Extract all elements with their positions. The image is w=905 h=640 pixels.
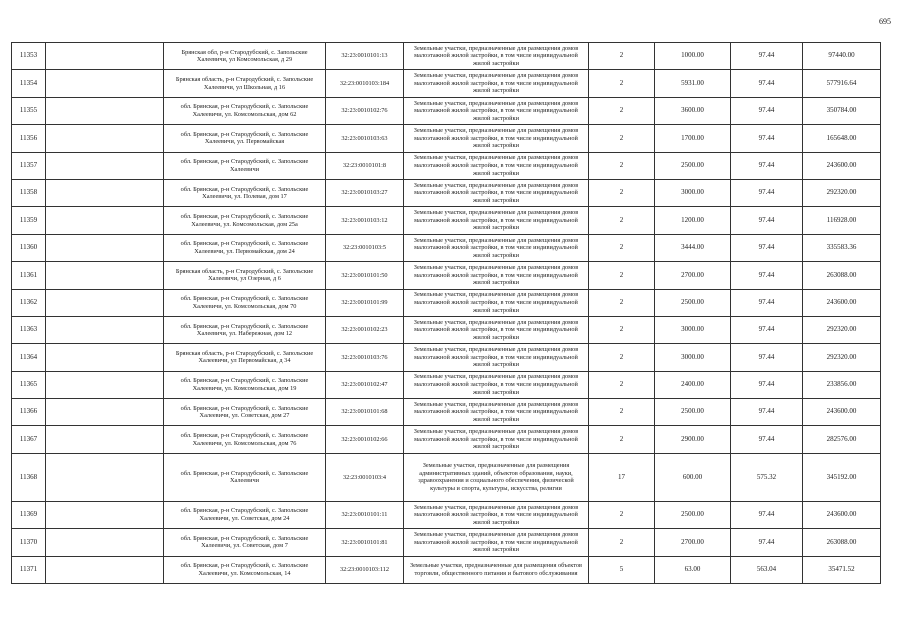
row-number-cell: 11366: [12, 399, 46, 426]
specific-value-cell: 97.44: [731, 125, 803, 152]
specific-value-cell: 97.44: [731, 234, 803, 261]
use-group-code-cell: 2: [589, 501, 655, 528]
cadastral-number-cell: 32:23:0010102:47: [326, 371, 404, 398]
address-cell: обл. Брянская, р-н Стародубский, с. Запольские Халеевичи, ул. Комсомольская, дом 25а: [164, 207, 326, 234]
specific-value-cell: 97.44: [731, 207, 803, 234]
cadastral-value-cell: 243600.00: [803, 289, 881, 316]
specific-value-cell: 563.04: [731, 556, 803, 583]
address-cell: обл. Брянская, р-н Стародубский, с. Запольские Халеевичи, ул. Набережная, дом 12: [164, 316, 326, 343]
use-group-code-cell: 2: [589, 371, 655, 398]
permitted-use-cell: Земельные участки, предназначенные для размещения домов малоэтажной жилой застройки, в том числе индивидуальной жилой застройки: [404, 179, 589, 206]
row-number-cell: 11370: [12, 529, 46, 556]
permitted-use-cell: Земельные участки, предназначенные для размещения домов малоэтажной жилой застройки, в том числе индивидуальной жилой застройки: [404, 289, 589, 316]
area-cell: 3000.00: [655, 344, 731, 371]
use-group-code-cell: 2: [589, 344, 655, 371]
blank-cell: [46, 43, 164, 70]
area-cell: 3600.00: [655, 97, 731, 124]
row-number-cell: 11353: [12, 43, 46, 70]
permitted-use-cell: Земельные участки, предназначенные для размещения домов малоэтажной жилой застройки, в том числе индивидуальной жилой застройки: [404, 426, 589, 453]
address-cell: обл. Брянская, р-н Стародубский, с. Запольские Халеевичи, ул. Первомайская: [164, 125, 326, 152]
table-row: [12, 43, 881, 70]
table-row: [12, 234, 881, 261]
address-cell: обл. Брянская, р-н Стародубский, с. Запольские Халеевичи: [164, 453, 326, 501]
cadastral-value-table: [11, 42, 881, 584]
cadastral-number-cell: 32:23:0010101:81: [326, 529, 404, 556]
cadastral-value-cell: 345192.00: [803, 453, 881, 501]
blank-cell: [46, 556, 164, 583]
area-cell: 2500.00: [655, 399, 731, 426]
area-cell: 3000.00: [655, 179, 731, 206]
cadastral-value-cell: 97440.00: [803, 43, 881, 70]
cadastral-number-cell: 32:23:0010101:13: [326, 43, 404, 70]
area-cell: 5931.00: [655, 70, 731, 97]
table-row: [12, 179, 881, 206]
address-cell: обл. Брянская, р-н Стародубский, с. Запольские Халеевичи, ул. Комсомольская, дом 19: [164, 371, 326, 398]
use-group-code-cell: 2: [589, 529, 655, 556]
specific-value-cell: 97.44: [731, 371, 803, 398]
row-number-cell: 11365: [12, 371, 46, 398]
cadastral-number-cell: 32:23:0010103:76: [326, 344, 404, 371]
area-cell: 1000.00: [655, 43, 731, 70]
address-cell: обл. Брянская, р-н Стародубский, с. Запольские Халеевичи, ул. Полевая, дом 17: [164, 179, 326, 206]
permitted-use-cell: Земельные участки, предназначенные для размещения домов малоэтажной жилой застройки, в том числе индивидуальной жилой застройки: [404, 70, 589, 97]
table-row: [12, 344, 881, 371]
cadastral-value-cell: 233856.00: [803, 371, 881, 398]
table-row: [12, 453, 881, 501]
row-number-cell: 11356: [12, 125, 46, 152]
address-cell: Брянская область, р-н Стародубский, с. Запольские Халеевичи, ул Школьная, д 16: [164, 70, 326, 97]
use-group-code-cell: 2: [589, 426, 655, 453]
cadastral-value-cell: 335583.36: [803, 234, 881, 261]
blank-cell: [46, 234, 164, 261]
cadastral-number-cell: 32:23:0010103:112: [326, 556, 404, 583]
table-row: [12, 371, 881, 398]
specific-value-cell: 97.44: [731, 289, 803, 316]
permitted-use-cell: Земельные участки, предназначенные для размещения административных зданий, объектов образования, науки, здравоохранения и социального обеспечения, физической культуры и спорта, культуры, искусства, религии: [404, 453, 589, 501]
cadastral-value-cell: 116928.00: [803, 207, 881, 234]
row-number-cell: 11364: [12, 344, 46, 371]
specific-value-cell: 97.44: [731, 501, 803, 528]
specific-value-cell: 97.44: [731, 43, 803, 70]
cadastral-value-cell: 243600.00: [803, 501, 881, 528]
use-group-code-cell: 5: [589, 556, 655, 583]
use-group-code-cell: 2: [589, 97, 655, 124]
row-number-cell: 11371: [12, 556, 46, 583]
table-row: [12, 262, 881, 289]
table-row: [12, 70, 881, 97]
use-group-code-cell: 2: [589, 316, 655, 343]
address-cell: обл. Брянская, р-н Стародубский, с. Запольские Халеевичи: [164, 152, 326, 179]
row-number-cell: 11360: [12, 234, 46, 261]
table-row: [12, 501, 881, 528]
cadastral-number-cell: 32:23:0010103:12: [326, 207, 404, 234]
table-row: [12, 97, 881, 124]
permitted-use-cell: Земельные участки, предназначенные для размещения домов малоэтажной жилой застройки, в том числе индивидуальной жилой застройки: [404, 43, 589, 70]
use-group-code-cell: 2: [589, 43, 655, 70]
permitted-use-cell: Земельные участки, предназначенные для размещения домов малоэтажной жилой застройки, в том числе индивидуальной жилой застройки: [404, 125, 589, 152]
permitted-use-cell: Земельные участки, предназначенные для размещения домов малоэтажной жилой застройки, в том числе индивидуальной жилой застройки: [404, 371, 589, 398]
use-group-code-cell: 2: [589, 289, 655, 316]
use-group-code-cell: 2: [589, 179, 655, 206]
use-group-code-cell: 2: [589, 262, 655, 289]
area-cell: 1200.00: [655, 207, 731, 234]
area-cell: 2900.00: [655, 426, 731, 453]
cadastral-value-cell: 282576.00: [803, 426, 881, 453]
cadastral-value-cell: 263088.00: [803, 529, 881, 556]
blank-cell: [46, 152, 164, 179]
table-row: [12, 426, 881, 453]
address-cell: обл. Брянская, р-н Стародубский, с. Запольские Халеевичи, ул. Комсомольская, дом 76: [164, 426, 326, 453]
cadastral-number-cell: 32:23:0010102:66: [326, 426, 404, 453]
permitted-use-cell: Земельные участки, предназначенные для размещения домов малоэтажной жилой застройки, в том числе индивидуальной жилой застройки: [404, 501, 589, 528]
cadastral-number-cell: 32:23:0010101:50: [326, 262, 404, 289]
specific-value-cell: 575.32: [731, 453, 803, 501]
cadastral-value-cell: 263088.00: [803, 262, 881, 289]
page-number: 695: [879, 17, 891, 26]
table-body: [12, 43, 881, 584]
cadastral-number-cell: 32:23:0010101:68: [326, 399, 404, 426]
use-group-code-cell: 2: [589, 70, 655, 97]
row-number-cell: 11357: [12, 152, 46, 179]
cadastral-number-cell: 32:23:0010101:11: [326, 501, 404, 528]
permitted-use-cell: Земельные участки, предназначенные для размещения домов малоэтажной жилой застройки, в том числе индивидуальной жилой застройки: [404, 207, 589, 234]
permitted-use-cell: Земельные участки, предназначенные для размещения домов малоэтажной жилой застройки, в том числе индивидуальной жилой застройки: [404, 344, 589, 371]
cadastral-value-cell: 577916.64: [803, 70, 881, 97]
blank-cell: [46, 501, 164, 528]
address-cell: обл. Брянская, р-н Стародубский, с. Запольские Халеевичи, ул. Первомайская, дом 24: [164, 234, 326, 261]
cadastral-value-cell: 292320.00: [803, 344, 881, 371]
address-cell: обл. Брянская, р-н Стародубский, с. Запольские Халеевичи, ул. Комсомольская, дом 70: [164, 289, 326, 316]
specific-value-cell: 97.44: [731, 262, 803, 289]
permitted-use-cell: Земельные участки, предназначенные для размещения объектов торговли, общественного питания и бытового обслуживания: [404, 556, 589, 583]
blank-cell: [46, 316, 164, 343]
blank-cell: [46, 70, 164, 97]
blank-cell: [46, 289, 164, 316]
permitted-use-cell: Земельные участки, предназначенные для размещения домов малоэтажной жилой застройки, в том числе индивидуальной жилой застройки: [404, 399, 589, 426]
blank-cell: [46, 207, 164, 234]
table-row: [12, 207, 881, 234]
cadastral-number-cell: 32:23:0010103:4: [326, 453, 404, 501]
specific-value-cell: 97.44: [731, 529, 803, 556]
area-cell: 2500.00: [655, 501, 731, 528]
specific-value-cell: 97.44: [731, 316, 803, 343]
specific-value-cell: 97.44: [731, 344, 803, 371]
cadastral-value-cell: 350784.00: [803, 97, 881, 124]
cadastral-value-cell: 165648.00: [803, 125, 881, 152]
cadastral-value-cell: 292320.00: [803, 316, 881, 343]
permitted-use-cell: Земельные участки, предназначенные для размещения домов малоэтажной жилой застройки, в том числе индивидуальной жилой застройки: [404, 529, 589, 556]
area-cell: 3000.00: [655, 316, 731, 343]
use-group-code-cell: 2: [589, 152, 655, 179]
row-number-cell: 11362: [12, 289, 46, 316]
cadastral-value-cell: 243600.00: [803, 152, 881, 179]
permitted-use-cell: Земельные участки, предназначенные для размещения домов малоэтажной жилой застройки, в том числе индивидуальной жилой застройки: [404, 316, 589, 343]
address-cell: обл. Брянская, р-н Стародубский, с. Запольские Халеевичи, ул. Комсомольская, дом 62: [164, 97, 326, 124]
table-row: [12, 529, 881, 556]
area-cell: 1700.00: [655, 125, 731, 152]
blank-cell: [46, 529, 164, 556]
specific-value-cell: 97.44: [731, 399, 803, 426]
specific-value-cell: 97.44: [731, 70, 803, 97]
area-cell: 2700.00: [655, 262, 731, 289]
specific-value-cell: 97.44: [731, 426, 803, 453]
cadastral-number-cell: 32:23:0010103:27: [326, 179, 404, 206]
area-cell: 2500.00: [655, 152, 731, 179]
cadastral-number-cell: 32:23:0010102:76: [326, 97, 404, 124]
address-cell: обл. Брянская, р-н Стародубский, с. Запольские Халеевичи, ул. Комсомольская, 14: [164, 556, 326, 583]
blank-cell: [46, 344, 164, 371]
area-cell: 2500.00: [655, 289, 731, 316]
blank-cell: [46, 453, 164, 501]
table-row: [12, 399, 881, 426]
address-cell: обл. Брянская, р-н Стародубский, с. Запольские Халеевичи, ул. Советская, дом 7: [164, 529, 326, 556]
row-number-cell: 11355: [12, 97, 46, 124]
table-row: [12, 316, 881, 343]
cadastral-number-cell: 32:23:0010102:23: [326, 316, 404, 343]
row-number-cell: 11361: [12, 262, 46, 289]
use-group-code-cell: 2: [589, 234, 655, 261]
row-number-cell: 11369: [12, 501, 46, 528]
cadastral-value-cell: 292320.00: [803, 179, 881, 206]
permitted-use-cell: Земельные участки, предназначенные для размещения домов малоэтажной жилой застройки, в том числе индивидуальной жилой застройки: [404, 234, 589, 261]
blank-cell: [46, 179, 164, 206]
row-number-cell: 11358: [12, 179, 46, 206]
blank-cell: [46, 262, 164, 289]
area-cell: 600.00: [655, 453, 731, 501]
row-number-cell: 11354: [12, 70, 46, 97]
permitted-use-cell: Земельные участки, предназначенные для размещения домов малоэтажной жилой застройки, в том числе индивидуальной жилой застройки: [404, 262, 589, 289]
blank-cell: [46, 399, 164, 426]
address-cell: Брянская обл, р-н Стародубский, с. Запольские Халеевичи, ул Комсомольская, д 29: [164, 43, 326, 70]
use-group-code-cell: 2: [589, 207, 655, 234]
area-cell: 2700.00: [655, 529, 731, 556]
cadastral-value-cell: 35471.52: [803, 556, 881, 583]
row-number-cell: 11368: [12, 453, 46, 501]
use-group-code-cell: 2: [589, 399, 655, 426]
specific-value-cell: 97.44: [731, 97, 803, 124]
blank-cell: [46, 125, 164, 152]
table-row: [12, 125, 881, 152]
address-cell: Брянская область, р-н Стародубский, с. Запольские Халеевичи, ул Озерная, д 6: [164, 262, 326, 289]
cadastral-value-cell: 243600.00: [803, 399, 881, 426]
table-row: [12, 152, 881, 179]
blank-cell: [46, 371, 164, 398]
row-number-cell: 11367: [12, 426, 46, 453]
specific-value-cell: 97.44: [731, 152, 803, 179]
cadastral-number-cell: 32:23:0010103:63: [326, 125, 404, 152]
cadastral-number-cell: 32:23:0010103:5: [326, 234, 404, 261]
table-row: [12, 556, 881, 583]
cadastral-number-cell: 32:23:0010101:99: [326, 289, 404, 316]
table-row: [12, 289, 881, 316]
blank-cell: [46, 97, 164, 124]
address-cell: обл. Брянская, р-н Стародубский, с. Запольские Халеевичи, ул. Советская, дом 24: [164, 501, 326, 528]
area-cell: 3444.00: [655, 234, 731, 261]
blank-cell: [46, 426, 164, 453]
area-cell: 63.00: [655, 556, 731, 583]
row-number-cell: 11359: [12, 207, 46, 234]
cadastral-number-cell: 32:23:0010101:8: [326, 152, 404, 179]
address-cell: обл. Брянская, р-н Стародубский, с. Запольские Халеевичи, ул. Советская, дом 27: [164, 399, 326, 426]
use-group-code-cell: 2: [589, 125, 655, 152]
use-group-code-cell: 17: [589, 453, 655, 501]
address-cell: Брянская область, р-н Стародубский, с. Запольские Халеевичи, ул Первомайская, д 34: [164, 344, 326, 371]
area-cell: 2400.00: [655, 371, 731, 398]
cadastral-number-cell: 32:23:0010103:184: [326, 70, 404, 97]
specific-value-cell: 97.44: [731, 179, 803, 206]
permitted-use-cell: Земельные участки, предназначенные для размещения домов малоэтажной жилой застройки, в том числе индивидуальной жилой застройки: [404, 97, 589, 124]
row-number-cell: 11363: [12, 316, 46, 343]
permitted-use-cell: Земельные участки, предназначенные для размещения домов малоэтажной жилой застройки, в том числе индивидуальной жилой застройки: [404, 152, 589, 179]
